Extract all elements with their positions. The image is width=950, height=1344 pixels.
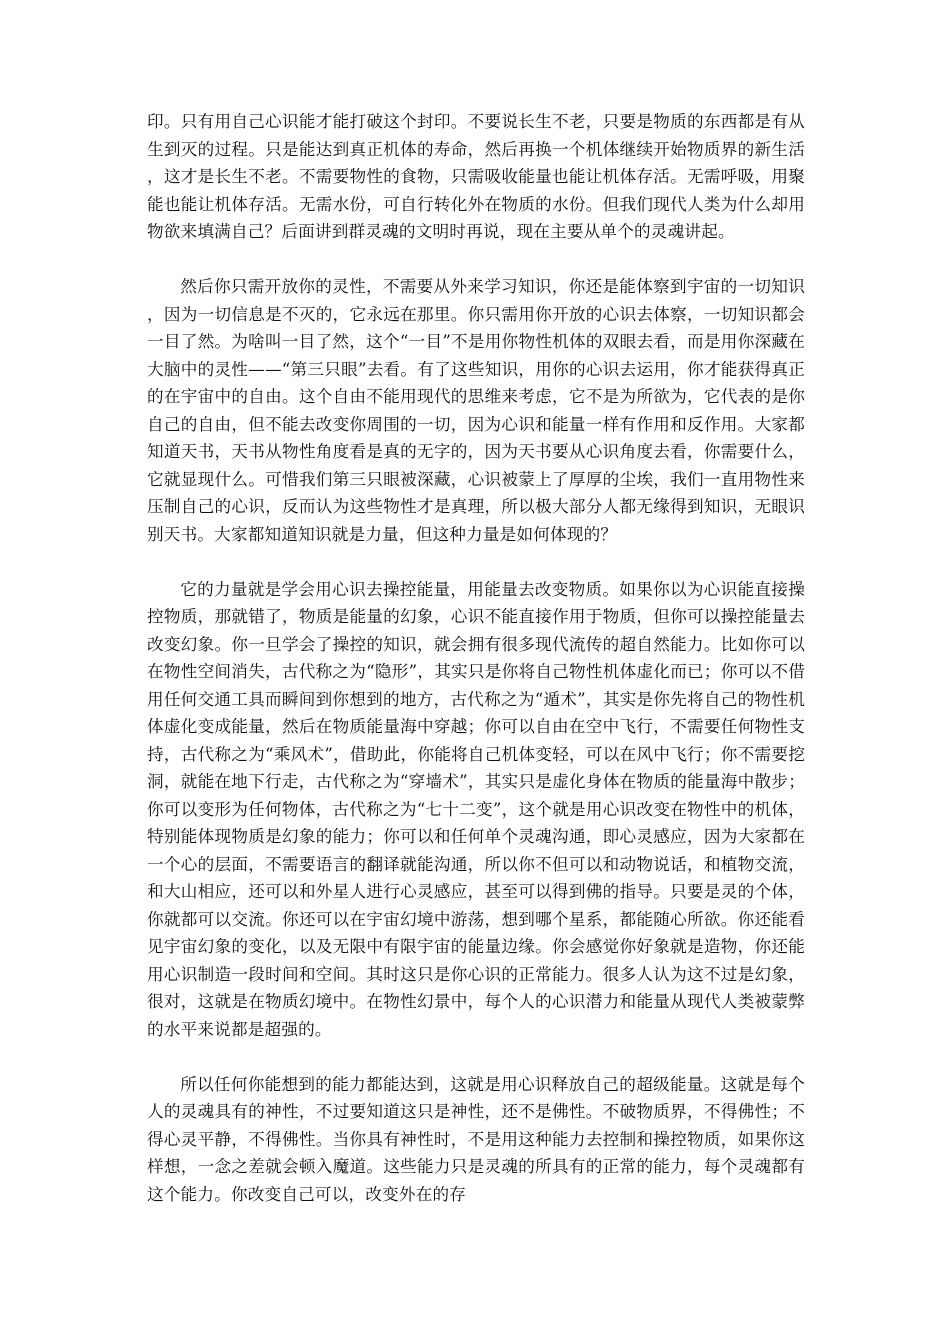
paragraph-3: 它的力量就是学会用心识去操控能量，用能量去改变物质。如果你以为心识能直接操控物质，那就错了，物质是能量的幻象，心识不能直接作用于物质，但你可以操控能量去改变幻象。你一旦学会了操控的知识，就会拥有很多现代流传的超自然能力。比如你可以在物性空间消失，古代称之为“隐形”，其实只是你将自己物性机体虚化而已；你可以不借用任何交通工具而瞬间到你想到的地方，古代称之为“遁术”，其实是你先将自己的物性机体虚化变成能量，然后在物质能量海中穿越；你可以自由在空中飞行，不需要任何物性支持，古代称之为“乘风术”，借助此，你能将自己机体变轻，可以在风中飞行；你不需要挖洞，就能在地下行走，古代称之为“穿墙术”，其实只是虚化身体在物质的能量海中散步；你可以变形为任何物体，古代称之为“七十二变”，这个就是用心识改变在物性中的机体，特别能体现物质是幻象的能力；你可以和任何单个灵魂沟通，即心灵感应，因为大家都在一个心的层面，不需要语言的翻译就能沟通，所以你不但可以和动物说话，和植物交流，和大山相应，还可以和外星人进行心灵感应，甚至可以得到佛的指导。只要是灵的个体，你就都可以交流。你还可以在宇宙幻境中游荡，想到哪个星系，都能随心所欲。你还能看见宇宙幻象的变化，以及无限中有限宇宙的能量边缘。你会感觉你好象就是造物，你还能用心识制造一段时间和空间。其时这只是你心识的正常能力。很多人认为这不过是幻象，很对，这就是在物质幻境中。在物性幻景中，每个人的心识潜力和能量从现代人类被蒙弊的水平来说都是超强的。 [147,579,805,1039]
paragraph-4: 所以任何你能想到的能力都能达到，这就是用心识释放自己的超级能量。这就是每个人的灵魂具有的神性，不过要知道这只是神性，还不是佛性。不破物质界，不得佛性；不得心灵平静，不得佛性。当你具有神性时，不是用这种能力去控制和操控物质，如果你这样想，一念之差就会顿入魔道。这些能力只是灵魂的所具有的正常的能力，每个灵魂都有这个能力。你改变自己可以，改变外在的存 [147,1074,805,1204]
document-page [147,108,805,1236]
paragraph-2: 然后你只需开放你的灵性，不需要从外来学习知识，你还是能体察到宇宙的一切知识，因为一切信息是不灭的，它永远在那里。你只需用你开放的心识去体察，一切知识都会一目了然。为啥叫一目了然，这个“一目”不是用你物性机体的双眼去看，而是用你深藏在大脑中的灵性——“第三只眼”去看。有了这些知识，用你的心识去运用，你才能获得真正的在宇宙中的自由。这个自由不能用现代的思维来考虑，它不是为所欲为，它代表的是你自己的自由，但不能去改变你周围的一切，因为心识和能量一样有作用和反作用。大家都知道天书，天书从物性角度看是真的无字的，因为天书要从心识角度去看，你需要什么，它就显现什么。可惜我们第三只眼被深藏，心识被蒙上了厚厚的尘埃，我们一直用物性来压制自己的心识，反而认为这些物性才是真理，所以极大部分人都无缘得到知识，无眼识别天书。大家都知道知识就是力量，但这种力量是如何体现的？ [147,277,805,544]
paragraph-1: 印。只有用自己心识能才能打破这个封印。不要说长生不老，只要是物质的东西都是有从生到灭的过程。只是能达到真正机体的寿命，然后再换一个机体继续开始物质界的新生活，这才是长生不老。不需要物性的食物，只需吸收能量也能让机体存活。无需呼吸，用聚能也能让机体存活。无需水份，可自行转化外在物质的水份。但我们现代人类为什么却用物欲来填满自己？后面讲到群灵魂的文明时再说，现在主要从单个的灵魂讲起。 [147,112,805,241]
